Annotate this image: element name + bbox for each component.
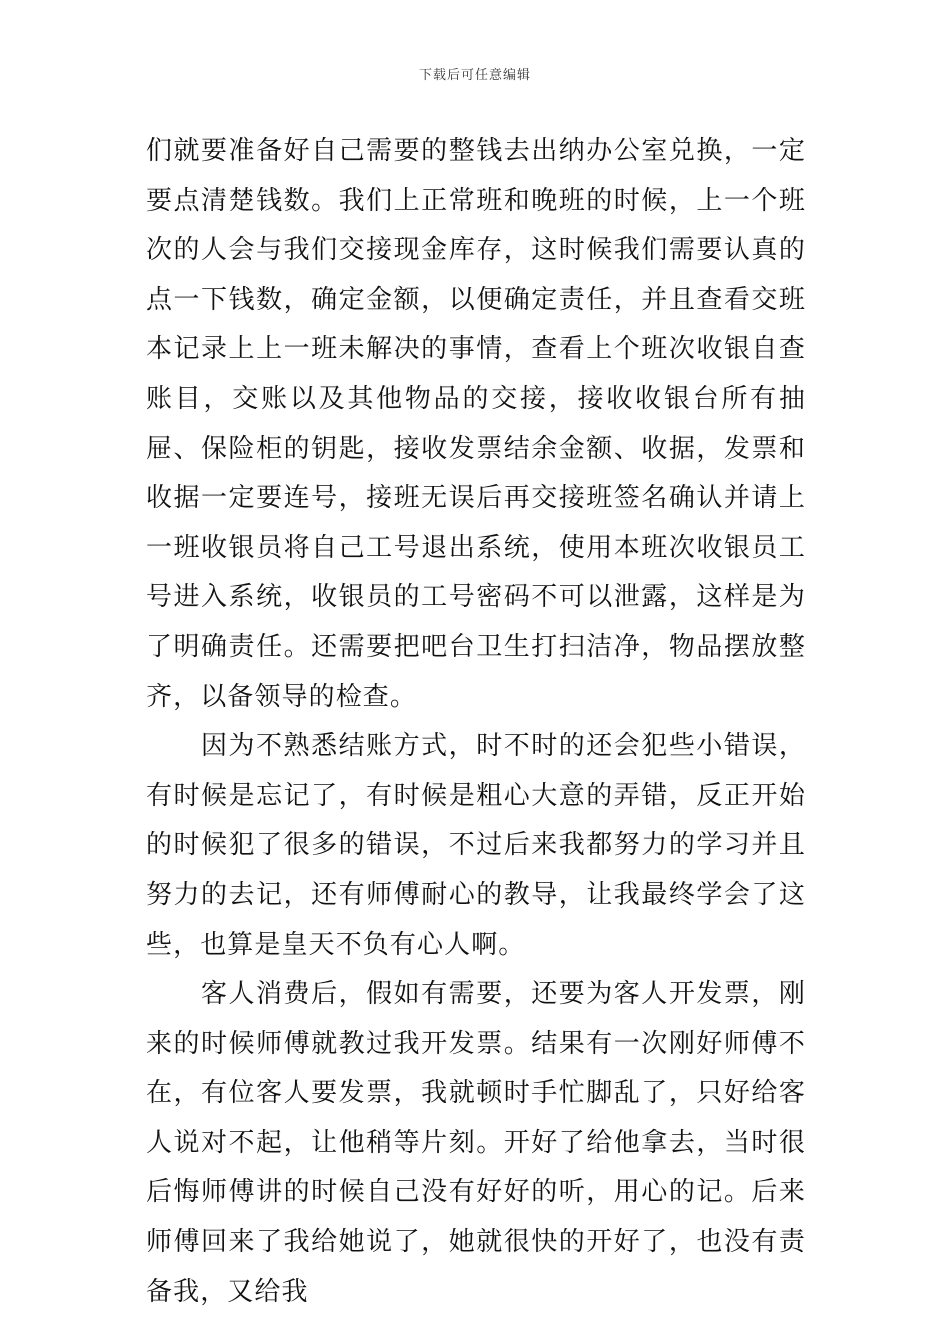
paragraph-continuation: 们就要准备好自己需要的整钱去出纳办公室兑换，一定要点清楚钱数。我们上正常班和晚班的时候，上一个班次的人会与我们交接现金库存，这时候我们需要认真的点一下钱数，确定金额，以便确定责任，并且查看交班本记录上上一班未解决的事情，查看上个班次收银自查账目，交账以及其他物品的交接，接收收银台所有抽屉、保险柜的钥匙，接收发票结余金额、收据，发票和收据一定要连号，接班无误后再交接班签名确认并请上一班收银员将自己工号退出系统，使用本班次收银员工号进入系统，收银员的工号密码不可以泄露，这样是为了明确责任。还需要把吧台卫生打扫洁净，物品摆放整齐，以备领导的检查。 <box>146 136 806 712</box>
paragraph-invoice: 客人消费后，假如有需要，还要为客人开发票，刚来的时候师傅就教过我开发票。结果有一次刚好师傅不在，有位客人要发票，我就顿时手忙脚乱了，只好给客人说对不起，让他稍等片刻。开好了给他拿去，当时很后悔师傅讲的时候自己没有好好的听，用心的记。后来师傅回来了我给她说了，她就很快的开好了，也没有责备我，又给我 <box>146 979 806 1307</box>
paragraph-checkout-mistakes: 因为不熟悉结账方式，时不时的还会犯些小错误，有时候是忘记了，有时候是粗心大意的弄错，反正开始的时候犯了很多的错误，不过后来我都努力的学习并且努力的去记，还有师傅耐心的教导，让我最终学会了这些，也算是皇天不负有心人啊。 <box>146 731 806 960</box>
header-note: 下载后可任意编辑 <box>418 68 531 83</box>
body-text <box>146 127 806 1317</box>
